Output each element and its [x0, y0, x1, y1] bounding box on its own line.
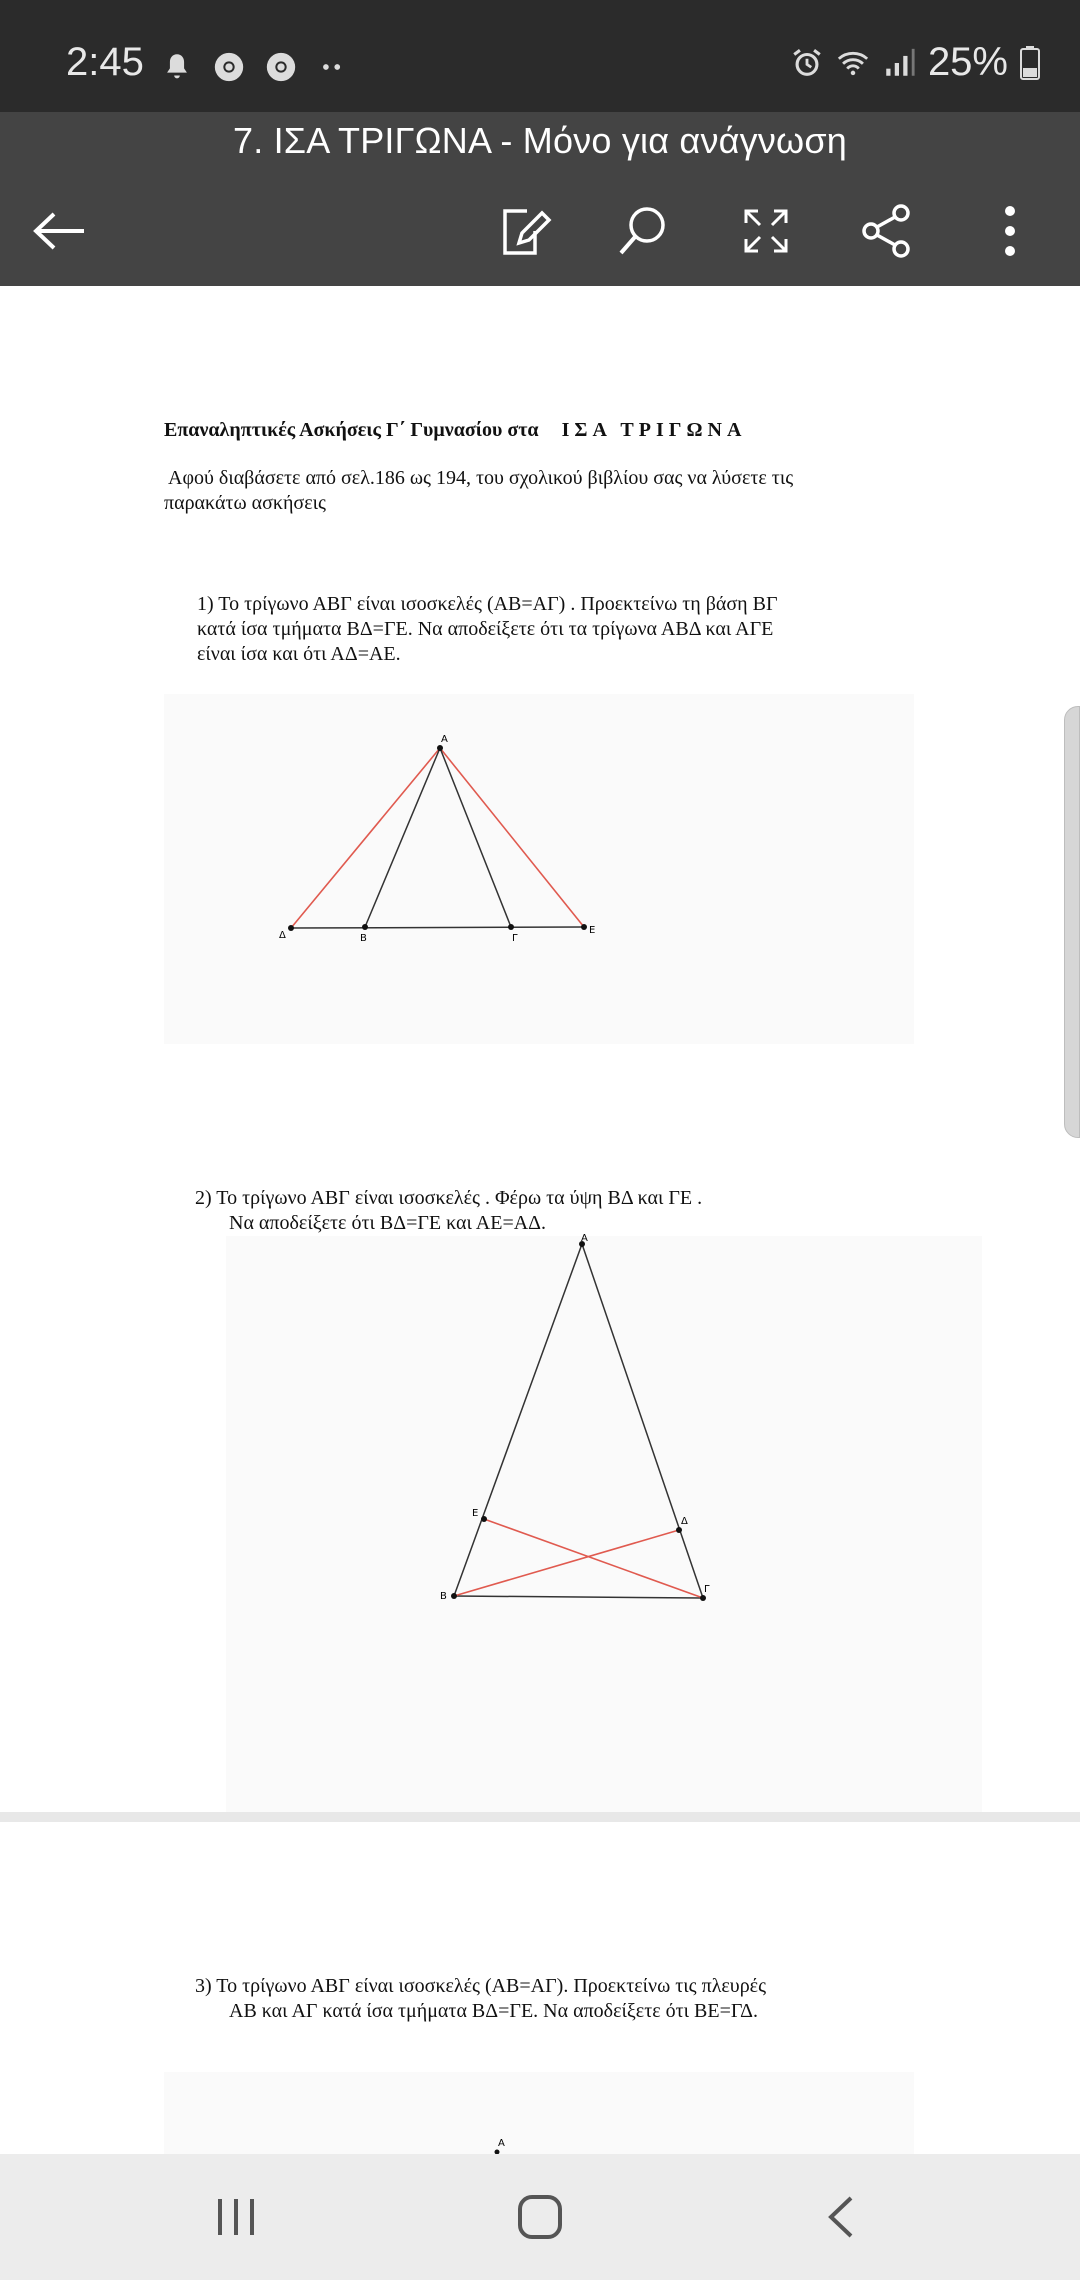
- more-dots-icon: [316, 50, 350, 84]
- document-page: [0, 1822, 1080, 2154]
- status-time: 2:45: [66, 40, 144, 84]
- exercise-1-line-1: 1) Το τρίγωνο ΑΒΓ είναι ισοσκελές (ΑΒ=ΑΓ) . Προεκτείνω τη βάση ΒΓ: [197, 593, 778, 615]
- exercise-2-line-2: Να αποδείξετε ότι ΒΔ=ΓΕ και ΑΕ=ΑΔ.: [229, 1212, 547, 1234]
- exercise-2-figure: [0, 286, 1080, 1812]
- share-button[interactable]: [852, 196, 922, 266]
- app-bar: [0, 112, 1080, 286]
- exercise-1-line-2: κατά ίσα τμήματα ΒΔ=ΓΕ. Να αποδείξετε ότι τα τρίγωνα ΑΒΔ και ΑΓΕ: [197, 618, 774, 640]
- exercise-3-line-1: 3) Το τρίγωνο ΑΒΓ είναι ισοσκελές (ΑΒ=ΑΓ). Προεκτείνω τις πλευρές: [195, 1975, 766, 1997]
- heading-main: Επαναληπτικές Ασκήσεις Γ΄ Γυμνασίου στα: [164, 419, 539, 441]
- label-E: Ε: [589, 925, 596, 936]
- back-button[interactable]: [24, 196, 94, 266]
- bell-icon: [160, 50, 194, 84]
- status-notification-icons: [160, 50, 350, 84]
- status-system-icons: [790, 40, 1040, 85]
- exercise-3-line-2: ΑΒ και ΑΓ κατά ίσα τμήματα ΒΔ=ΓΕ. Να αποδείξετε ότι ΒΕ=ΓΔ.: [229, 2000, 758, 2022]
- status-bar: [0, 0, 1080, 112]
- exercise-2-line-1: 2) Το τρίγωνο ΑΒΓ είναι ισοσκελές . Φέρω τα ύψη ΒΔ και ΓΕ .: [195, 1187, 703, 1209]
- back-arrow-icon: [32, 211, 86, 251]
- intro-line-2: παρακάτω ασκήσεις: [164, 492, 326, 514]
- navigation-bar: [0, 2154, 1080, 2280]
- label-B: Β: [360, 933, 367, 944]
- label-A: Α: [441, 734, 448, 745]
- label-A: Α: [498, 2138, 505, 2149]
- edit-icon: [497, 203, 553, 259]
- intro-line-1: Αφού διαβάσετε από σελ.186 ως 194, του σχολικού βιβλίου σας να λύσετε τις: [168, 467, 794, 489]
- label-G: Γ: [512, 933, 518, 944]
- search-button[interactable]: [608, 196, 678, 266]
- battery-icon: [1020, 46, 1040, 80]
- document-page: [0, 286, 1080, 1812]
- scrollbar-thumb[interactable]: [1064, 706, 1080, 1138]
- chrome-icon: [212, 50, 246, 84]
- alarm-icon: [790, 46, 824, 80]
- exercise-1-line-3: είναι ίσα και ότι ΑΔ=ΑΕ.: [197, 643, 401, 665]
- system-back-button[interactable]: [800, 2182, 880, 2252]
- label-B: Β: [440, 1591, 447, 1602]
- signal-icon: [882, 46, 916, 80]
- label-D: Δ: [681, 1516, 688, 1527]
- document-title: 7. ΙΣΑ ΤΡΙΓΩΝΑ - Μόνο για ανάγνωση: [232, 120, 848, 161]
- label-G: Γ: [704, 1584, 710, 1595]
- document-viewer[interactable]: [0, 286, 1080, 2154]
- recents-button[interactable]: [196, 2182, 276, 2252]
- fullscreen-button[interactable]: [731, 196, 801, 266]
- home-button[interactable]: [500, 2182, 580, 2252]
- edit-button[interactable]: [490, 196, 560, 266]
- label-E: Ε: [472, 1508, 479, 1519]
- label-D: Δ: [279, 930, 286, 941]
- wifi-icon: [836, 46, 870, 80]
- search-icon: [615, 203, 671, 259]
- fullscreen-icon: [740, 205, 792, 257]
- battery-percentage: 25%: [927, 40, 1008, 84]
- more-vert-icon: [1000, 205, 1020, 257]
- chrome-icon: [264, 50, 298, 84]
- more-options-button[interactable]: [975, 196, 1045, 266]
- label-A: Α: [581, 1233, 588, 1244]
- home-icon: [516, 2193, 564, 2241]
- exercise-3-figure: [0, 1822, 1080, 2154]
- heading-topic: ΙΣΑ ΤΡΙΓΩΝΑ: [561, 419, 747, 441]
- back-icon: [825, 2195, 855, 2239]
- share-icon: [859, 203, 915, 259]
- recents-icon: [214, 2195, 258, 2239]
